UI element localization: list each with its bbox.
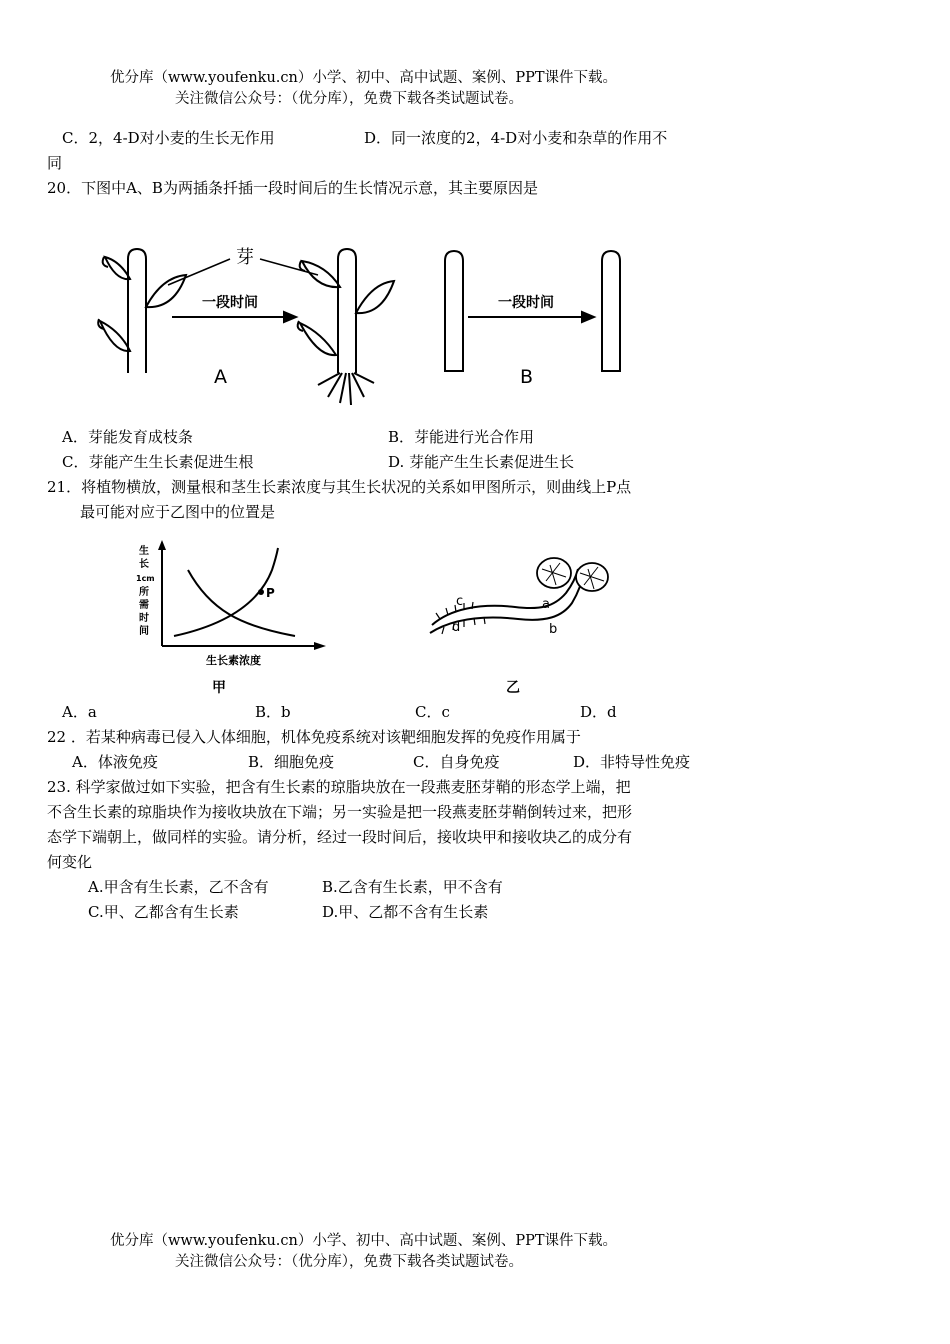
y-axis-label-char: 所 <box>139 587 149 598</box>
bud-icon <box>302 261 340 287</box>
cutting-a-after-stem <box>338 249 356 373</box>
bud-icon <box>105 257 130 279</box>
y-axis-label-char: 需 <box>139 600 149 611</box>
q23-stem-line-4: 何变化 <box>47 853 93 871</box>
cutting-a-before-stem <box>128 249 146 373</box>
footer-line-1: 优分库（www.youfenku.cn）小学、初中、高中试题、案例、PPT课件下载。 <box>110 1233 618 1249</box>
q20-stem: 20．下图中A、B为两插条扦插一段时间后的生长情况示意，其主要原因是 <box>47 179 538 197</box>
q23-stem-line-2: 不含生长素的琼脂块作为接收块放在下端；另一实验是把一段燕麦胚芽鞘倒转过来，把形 <box>47 803 633 821</box>
q21-option-d: D．d <box>580 703 617 721</box>
point-a-label: a <box>542 597 550 612</box>
arrow-a-head <box>284 312 296 322</box>
point-b-label: b <box>549 622 558 637</box>
bud-label: 芽 <box>236 247 254 268</box>
point-p <box>258 589 264 595</box>
bud-icon <box>356 281 394 313</box>
q23-option-d: D.甲、乙都不含有生长素 <box>322 903 489 921</box>
q23-option-b: B.乙含有生长素，甲不含有 <box>322 878 503 896</box>
root-line <box>340 373 346 403</box>
q21-option-a: A．a <box>62 703 97 721</box>
y-axis-label-char: 长 <box>139 559 149 570</box>
point-p-label: P <box>266 586 275 600</box>
q22-option-a: A．体液免疫 <box>72 753 158 771</box>
bud-pointer-line <box>168 259 230 285</box>
q20-option-c: C．芽能产生生长素促进生根 <box>62 453 254 471</box>
q20-option-a: A．芽能发育成枝条 <box>62 428 193 446</box>
q22-stem: 22 ．若某种病毒已侵入人体细胞，机体免疫系统对该靶细胞发挥的免疫作用属于 <box>47 728 581 746</box>
q22-option-b: B．细胞免疫 <box>248 753 335 771</box>
q21-plant-yi <box>420 545 620 700</box>
q21-chart-jia <box>130 540 340 700</box>
q20-option-b: B．芽能进行光合作用 <box>388 428 535 446</box>
chart-caption-jia: 甲 <box>212 680 226 696</box>
point-d-label: d <box>452 620 461 635</box>
plant-caption-yi: 乙 <box>506 680 520 696</box>
q21-option-b: B．b <box>255 703 291 721</box>
point-c-label: c <box>456 594 464 609</box>
cutting-b-after <box>602 251 620 371</box>
bud-icon <box>100 321 130 351</box>
footer-line-2: 关注微信公众号：（优分库），免费下载各类试题试卷。 <box>175 1254 523 1270</box>
y-axis-label-char: 1cm <box>136 574 155 583</box>
y-axis-label-char: 生 <box>139 546 149 557</box>
header-line-2: 关注微信公众号：（优分库），免费下载各类试题试卷。 <box>175 91 523 107</box>
bud-icon <box>300 323 336 355</box>
q22-option-d: D．非特导性免疫 <box>573 753 691 771</box>
q21-stem-line-1: 21．将植物横放，测量根和茎生长素浓度与其生长状况的关系如甲图所示，则曲线上P点 <box>47 478 632 496</box>
q19-option-c: C．2，4-D对小麦的生长无作用 <box>62 129 275 147</box>
q22-option-c: C．自身免疫 <box>413 753 500 771</box>
header-line-1: 优分库（www.youfenku.cn）小学、初中、高中试题、案例、PPT课件下载。 <box>110 70 618 86</box>
x-axis-label: 生长素浓度 <box>206 654 261 667</box>
label-a: A <box>214 366 227 388</box>
q19-option-d: D．同一浓度的2，4-D对小麦和杂草的作用不 <box>364 129 668 147</box>
q23-stem-line-3: 态学下端朝上，做同样的实验。请分析，经过一段时间后，接收块甲和接收块乙的成分有 <box>47 828 633 846</box>
q23-stem-line-1: 23. 科学家做过如下实验，把含有生长素的琼脂块放在一段燕麦胚芽鞘的形态学上端，把 <box>47 778 631 796</box>
q19-option-d-cont: 同 <box>47 154 63 172</box>
arrow-b-head <box>582 312 594 322</box>
q20-option-d: D. 芽能产生生长素促进生长 <box>388 453 575 471</box>
cutting-b-before <box>445 251 463 371</box>
bud-pointer-line <box>260 259 318 275</box>
q20-figure <box>90 235 650 410</box>
q23-option-a: A.甲含有生长素，乙不含有 <box>88 878 269 896</box>
arrow-a-label: 一段时间 <box>202 295 258 311</box>
q23-option-c: C.甲、乙都含有生长素 <box>88 903 239 921</box>
label-b: B <box>520 366 534 388</box>
y-axis-label-char: 间 <box>139 626 149 637</box>
q21-option-c: C．c <box>415 703 450 721</box>
y-axis-label-char: 时 <box>139 613 149 624</box>
falling-curve <box>188 570 295 636</box>
root-line <box>349 373 351 405</box>
arrow-b-label: 一段时间 <box>498 295 554 311</box>
q21-stem-line-2: 最可能对应于乙图中的位置是 <box>80 503 276 521</box>
